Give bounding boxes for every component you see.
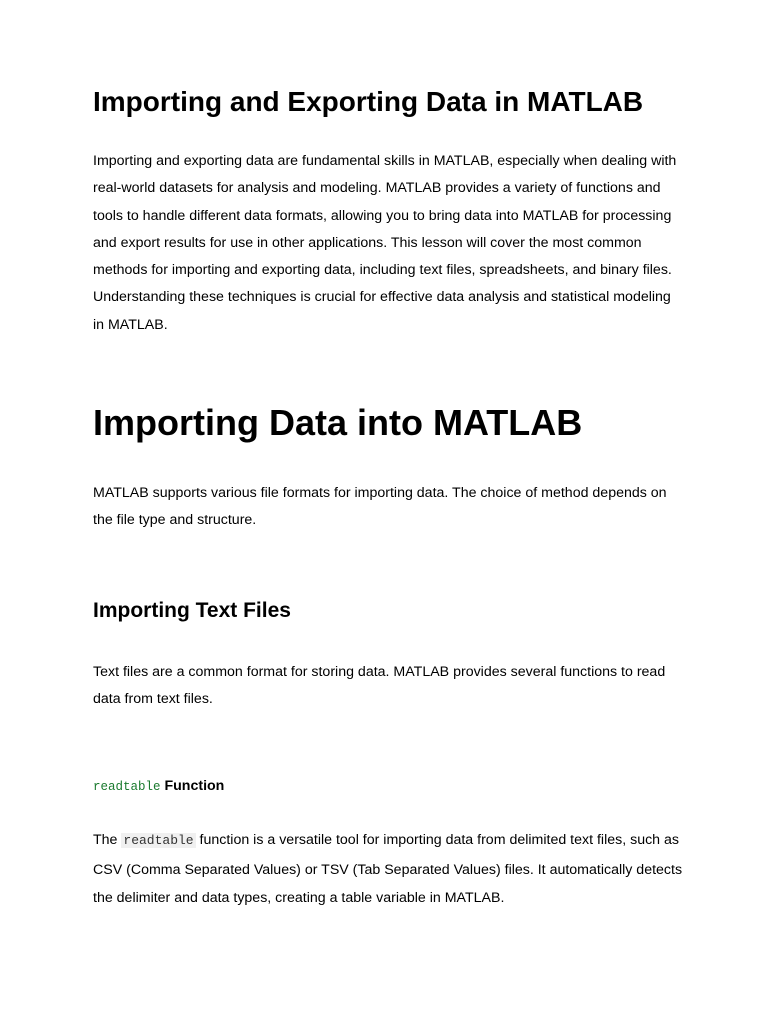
readtable-paragraph-prefix: The [93, 832, 122, 848]
readtable-paragraph-suffix: function is a versatile tool for importing data from delimited text files, such as CSV (Comma Separated Values) or TSV (Tab Separated Values) files. It automatically detects the delimiter and data types, creating a table variable in MATLAB. [93, 832, 683, 906]
main-title: Importing and Exporting Data in MATLAB [93, 86, 644, 117]
readtable-heading [93, 776, 224, 797]
readtable-heading-code: readtable [93, 780, 161, 794]
subsection-heading-text-files: Importing Text Files [93, 599, 291, 622]
importing-data-paragraph: MATLAB supports various file formats for importing data. The choice of method depends on the file type and structure. [93, 485, 667, 529]
intro-paragraph: Importing and exporting data are fundamental skills in MATLAB, especially when dealing with real-world datasets for analysis and modeling. MATLAB provides a variety of functions and tools to handle different data formats, allowing you to bring data into MATLAB for processing and export results for use in other applications. This lesson will cover the most common methods for importing and exporting data, including text files, spreadsheets, and binary files. Understanding these techniques is crucial for effective data analysis and statistical modeling in MATLAB. [93, 153, 677, 333]
section-heading-importing-data: Importing Data into MATLAB [93, 402, 583, 443]
readtable-heading-text: Function [160, 778, 225, 794]
text-files-paragraph: Text files are a common format for storing data. MATLAB provides several functions to read data from text files. [93, 664, 666, 708]
readtable-inline-code: readtable [123, 833, 194, 848]
readtable-paragraph [93, 826, 683, 913]
